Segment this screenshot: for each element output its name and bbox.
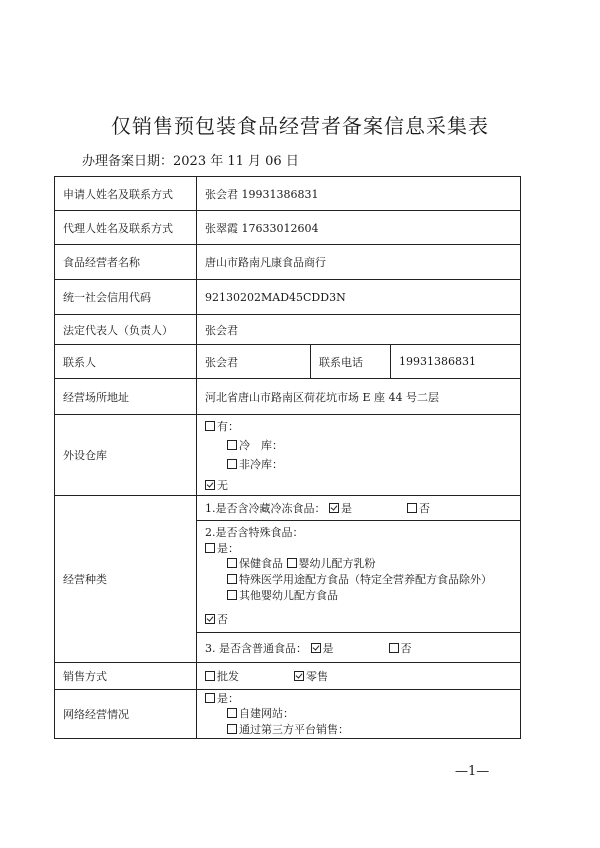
- warehouse-label: 外设仓库: [55, 415, 197, 496]
- row-contact: [55, 345, 521, 379]
- warehouse-cold-option[interactable]: 冷 库：: [205, 436, 512, 455]
- infant-formula-option[interactable]: 婴幼儿配方乳粉: [287, 557, 376, 570]
- special-food-no-option[interactable]: 否: [205, 610, 512, 629]
- checkbox-icon[interactable]: [227, 558, 237, 568]
- cold-chain-no-option[interactable]: 否: [407, 502, 430, 515]
- agent-value: 张翠霞 17633012604: [197, 211, 521, 245]
- legal-rep-value: 张会君: [197, 315, 521, 345]
- checkbox-icon[interactable]: [227, 574, 237, 584]
- third-party-option[interactable]: 通过第三方平台销售：: [205, 722, 512, 738]
- sales-method-options: [197, 663, 521, 690]
- phone-label: 联系电话: [311, 345, 391, 379]
- special-food-question: 2.是否含特殊食品： 是： 保健食品 婴幼儿配方乳粉 特殊医学用途配方食品（特定全营养配方食品除外） 其他婴幼儿配方食品 否: [197, 521, 521, 633]
- contact-value: 张会君: [197, 345, 311, 379]
- filing-form-table: [54, 176, 521, 739]
- row-sales-method: [55, 663, 521, 690]
- checked-checkbox-icon[interactable]: [311, 643, 321, 653]
- applicant-label: 申请人姓名及联系方式: [55, 177, 197, 211]
- address-label: 经营场所地址: [55, 379, 197, 415]
- checkbox-icon[interactable]: [227, 590, 237, 600]
- checked-checkbox-icon[interactable]: [294, 671, 304, 681]
- row-agent: [55, 211, 521, 245]
- online-options: [197, 690, 521, 739]
- row-address: [55, 379, 521, 415]
- own-site-option[interactable]: 自建网站：: [205, 706, 512, 722]
- retail-option[interactable]: 零售: [294, 670, 328, 683]
- checkbox-icon[interactable]: [227, 459, 237, 469]
- operator-value: 唐山市路南凡康食品商行: [197, 245, 521, 280]
- checked-checkbox-icon[interactable]: [329, 503, 339, 513]
- row-credit-code: [55, 280, 521, 315]
- legal-rep-label: 法定代表人（负责人）: [55, 315, 197, 345]
- row-warehouse: [55, 415, 521, 496]
- row-business-type-q1: [55, 496, 521, 521]
- contact-label: 联系人: [55, 345, 197, 379]
- online-yes-option[interactable]: 是：: [205, 691, 512, 706]
- warehouse-non-cold-option[interactable]: 非冷库：: [205, 455, 512, 474]
- checkbox-icon[interactable]: [287, 558, 297, 568]
- checkbox-icon[interactable]: [227, 440, 237, 450]
- general-food-no-option[interactable]: 否: [389, 642, 412, 655]
- online-label: 网络经营情况: [55, 690, 197, 739]
- warehouse-yes-option[interactable]: 有：: [205, 417, 512, 436]
- checkbox-icon[interactable]: [205, 693, 215, 703]
- wholesale-option[interactable]: 批发: [205, 670, 239, 683]
- address-value: 河北省唐山市路南区荷花坑市场 E 座 44 号二层: [197, 379, 521, 415]
- cold-chain-yes-option[interactable]: 是: [329, 502, 352, 515]
- row-legal-rep: [55, 315, 521, 345]
- checkbox-icon[interactable]: [205, 671, 215, 681]
- row-applicant: [55, 177, 521, 211]
- operator-label: 食品经营者名称: [55, 245, 197, 280]
- special-food-yes-option[interactable]: 是：: [205, 542, 512, 556]
- checked-checkbox-icon[interactable]: [205, 614, 215, 624]
- credit-code-label: 统一社会信用代码: [55, 280, 197, 315]
- checkbox-icon[interactable]: [389, 643, 399, 653]
- form-title: 仅销售预包装食品经营者备案信息采集表: [111, 114, 489, 138]
- health-food-option[interactable]: 保健食品: [227, 557, 283, 570]
- checkbox-icon[interactable]: [227, 724, 237, 734]
- business-type-label: 经营种类: [55, 496, 197, 663]
- special-food-line-1: [205, 556, 512, 572]
- checked-checkbox-icon[interactable]: [205, 480, 215, 490]
- credit-code-value: 92130202MAD45CDD3N: [197, 280, 521, 315]
- agent-label: 代理人姓名及联系方式: [55, 211, 197, 245]
- applicant-value: 张会君 19931386831: [197, 177, 521, 211]
- medical-formula-option[interactable]: 特殊医学用途配方食品（特定全营养配方食品除外）: [205, 572, 512, 588]
- warehouse-options: [197, 415, 521, 496]
- warehouse-no-option[interactable]: 无: [205, 476, 512, 495]
- other-infant-food-option[interactable]: 其他婴幼儿配方食品: [205, 588, 512, 604]
- row-online: [55, 690, 521, 739]
- checkbox-icon[interactable]: [205, 421, 215, 431]
- checkbox-icon[interactable]: [227, 708, 237, 718]
- checkbox-icon[interactable]: [407, 503, 417, 513]
- sales-method-label: 销售方式: [55, 663, 197, 690]
- general-food-yes-option[interactable]: 是: [311, 642, 334, 655]
- filing-date: 办理备案日期：2023 年 11 月 06 日: [82, 154, 299, 169]
- row-operator: [55, 245, 521, 280]
- phone-value: 19931386831: [391, 345, 521, 379]
- checkbox-icon[interactable]: [205, 543, 215, 553]
- page-number: —1—: [455, 764, 490, 779]
- general-food-question: 3. 是否含普通食品： 是 否: [197, 633, 521, 663]
- cold-chain-question: 1.是否含冷藏冷冻食品： 是 否: [197, 496, 521, 521]
